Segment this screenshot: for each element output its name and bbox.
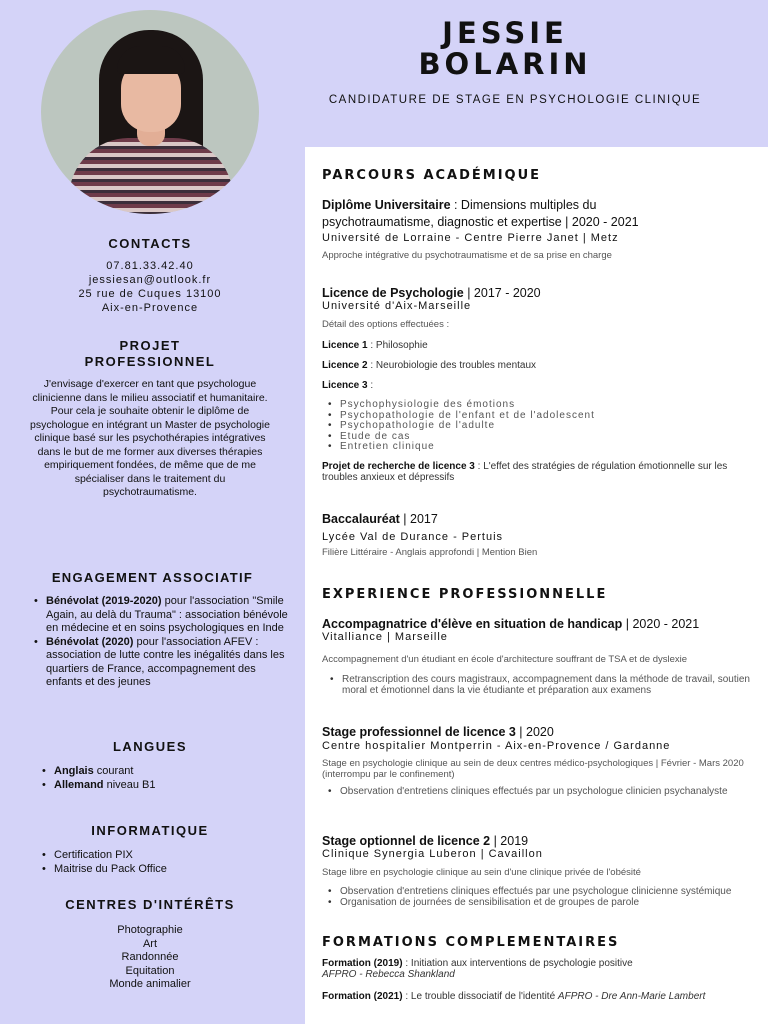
job-place: Clinique Synergia Luberon | Cavaillon — [322, 848, 543, 860]
job-title: Stage optionnel de licence 2 — [322, 834, 491, 848]
list-item: • Entretien clinique — [326, 442, 762, 453]
job-entry: Stage optionnel de licence 2 | 2019 Clinique Synergia Luberon | Cavaillon Stage libre en psychologie clinique au sein d'une clinique privée de l'obésité • Observation d'entretiens cliniques effectués par une psychologue clinicienne systémique • Organisation de journées de sensibilisation et de groupes de parole — [322, 833, 762, 908]
bac-place: Lycée Val de Durance - Pertuis — [322, 531, 504, 543]
list-item: • Maitrise du Pack Office — [40, 862, 300, 876]
licence-place: Université d'Aix-Marseille — [322, 300, 472, 312]
langues-title: LANGUES — [112, 739, 188, 754]
contacts-title: CONTACTS — [108, 236, 192, 251]
list-item: • Observation d'entretiens cliniques effectués par une psychologue clinicienne systémique — [326, 887, 762, 898]
job-title: Accompagnatrice d'élève en situation de handicap — [322, 617, 623, 631]
list-item: • Psychopathologie de l'adulte — [326, 421, 762, 432]
job-place: Vitalliance | Marseille — [322, 631, 448, 643]
last-name: BOLARIN — [418, 47, 592, 81]
engagement-title: ENGAGEMENT ASSOCIATIF — [51, 570, 254, 585]
langues-section — [0, 739, 300, 792]
left-column — [0, 0, 305, 1024]
formation-entry: Formation (2019) : Initiation aux interventions de psychologie positive AFPRO - Rebecca Shankland — [322, 958, 633, 980]
experience-title: EXPERIENCE PROFESSIONNELLE — [322, 587, 608, 602]
list-item: • Certification PIX — [40, 848, 300, 862]
list-item: • Anglais courant — [40, 764, 300, 778]
bac-desc: Filière Littéraire - Anglais approfondi | Mention Bien — [322, 547, 538, 558]
list-item: • Organisation de journées de sensibilisation et de groupes de parole — [326, 898, 762, 909]
job-desc: Accompagnement d'un étudiant en école d'architecture souffrant de TSA et de dyslexie — [322, 654, 688, 665]
list-item: Monde animalier — [109, 978, 191, 991]
informatique-title: INFORMATIQUE — [91, 823, 209, 838]
diplome-entry: Diplôme Universitaire : Dimensions multiples du psychotraumatisme, diagnostic et expertise | 2020 - 2021 Université de Lorraine - Centre Pierre Janet | Metz Approche intégrative du psychotraumatisme et de sa prise en charge — [322, 197, 762, 262]
engagement-section — [0, 570, 305, 690]
list-item: Randonnée — [121, 951, 179, 964]
profile-photo — [41, 10, 259, 214]
address-line2: Aix-en-Provence — [101, 302, 199, 314]
projet-section — [0, 338, 300, 500]
projet-title: PROJET PROFESSIONNEL — [84, 338, 216, 369]
formations-title: FORMATIONS COMPLEMENTAIRES — [322, 935, 620, 950]
phone: 07.81.33.42.40 — [106, 260, 194, 272]
address-line1: 25 rue de Cuques 13100 — [78, 288, 222, 300]
first-name: JESSIE — [442, 16, 568, 50]
list-item: Equitation — [125, 964, 175, 977]
list-item: • Psychophysiologie des émotions — [326, 400, 762, 411]
formation-entry: Formation (2021) : Le trouble dissociatif de l'identité AFPRO - Dre Ann-Marie Lambert — [322, 991, 706, 1002]
candidate-subtitle: CANDIDATURE DE STAGE EN PSYCHOLOGIE CLINIQUE — [328, 94, 702, 106]
list-item: • Observation d'entretiens cliniques effectués par un psychologue clinicien psychanalyste — [326, 787, 762, 798]
list-item: • Retranscription des cours magistraux, accompagnement dans la méthode de travail, soutien moral et émotionnel dans la vie étudiante et préparation aux examens — [328, 675, 762, 696]
list-item: • Bénévolat (2020) pour l'association AFEV : association de lutte contre les inégalités dans les quartiers de France, accompagnement des enfants et des jeunes — [32, 636, 291, 690]
bac-title: Baccalauréat — [322, 512, 400, 526]
right-panel — [305, 147, 768, 1024]
licence-2: Licence 2 : Neurobiologie des troubles mentaux — [322, 360, 537, 371]
licence-title: Licence de Psychologie — [322, 286, 464, 300]
diplome-title: Diplôme Universitaire — [322, 198, 451, 212]
projet-text: J'envisage d'exercer en tant que psychologue clinicienne dans le milieu associatif et humanitaire. Pour cela je souhaite obtenir le diplôme de psychologue en intégrant un Master de psychologie clinique basé sur les psychothérapies intégratives dans le but de me former aux diverses thérapies empiriquement fondées, de même que de me spécialiser dans le traitement du psychotraumatisme. — [30, 378, 270, 498]
diplome-desc: Approche intégrative du psychotraumatisme et de sa prise en charge — [322, 250, 612, 261]
list-item: • Bénévolat (2019-2020) pour l'association "Smile Again, au delà du Trauma" : association bénévole en médecine et en soins psychologiques en Inde — [32, 595, 291, 636]
licence-options-intro: Détail des options effectuées : — [322, 319, 450, 330]
job-entry: Stage professionnel de licence 3 | 2020 Centre hospitalier Montperrin - Aix-en-Provence / Gardanne Stage en psychologie clinique au sein de deux centres médico-psychologiques | Février - Mars 2020 (interrompu par le confinement) • Observation d'entretiens cliniques effectués par un psychologue clinicien psychanalyste — [322, 724, 762, 798]
list-item: • Etude de cas — [326, 432, 762, 443]
parcours-title: PARCOURS ACADÉMIQUE — [322, 168, 542, 183]
list-item: • Allemand niveau B1 — [40, 778, 300, 792]
candidate-name — [305, 18, 705, 80]
job-entry: Accompagnatrice d'élève en situation de handicap | 2020 - 2021 Vitalliance | Marseille Accompagnement d'un étudiant en école d'architecture souffrant de TSA et de dyslexie • Retranscription des cours magistraux, accompagnement dans la méthode de travail, soutien moral et émotionnel dans la vie étudiante et préparation aux examens — [322, 616, 762, 696]
licence-3: Licence 3 : — [322, 380, 374, 391]
licence-entry: Licence de Psychologie | 2017 - 2020 Université d'Aix-Marseille Détail des options effectuées : Licence 1 : Philosophie Licence 2 : Neurobiologie des troubles mentaux Licence 3 : • Psychophysiologie des émotions • Psychopathologie de l'enfant et de l'adolescent • Psychopathologie de l'adulte • Etude de cas • Entretien clinique Projet de recherche de licence 3 : L'effet des stratégies de régulation émotionnelle sur les troubles anxieux et dépressifs — [322, 285, 762, 483]
diplome-place: Université de Lorraine - Centre Pierre Janet | Metz — [322, 232, 619, 244]
job-desc: Stage libre en psychologie clinique au sein d'une clinique privée de l'obésité — [322, 867, 641, 878]
interets-title: CENTRES D'INTÉRÊTS — [65, 897, 235, 912]
bac-entry: Baccalauréat | 2017 Lycée Val de Durance - Pertuis Filière Littéraire - Anglais approfondi | Mention Bien — [322, 511, 762, 559]
licence-projet: Projet de recherche de licence 3 : L'effet des stratégies de régulation émotionnelle sur les troubles anxieux et dépressifs — [322, 460, 728, 483]
list-item: Photographie — [117, 924, 183, 936]
job-place: Centre hospitalier Montperrin - Aix-en-Provence / Gardanne — [322, 740, 671, 752]
contacts-section — [0, 236, 300, 315]
list-item: Art — [142, 937, 158, 950]
email: jessiesan@outlook.fr — [88, 274, 212, 286]
job-desc: Stage en psychologie clinique au sein de deux centres médico-psychologiques | Février - Mars 2020 (interrompu par le confinement) — [322, 758, 744, 780]
job-title: Stage professionnel de licence 3 — [322, 725, 516, 739]
licence-1: Licence 1 : Philosophie — [322, 340, 428, 351]
informatique-section — [0, 823, 300, 876]
interets-section — [0, 897, 300, 992]
list-item: • Psychopathologie de l'enfant et de l'adolescent — [326, 411, 762, 422]
